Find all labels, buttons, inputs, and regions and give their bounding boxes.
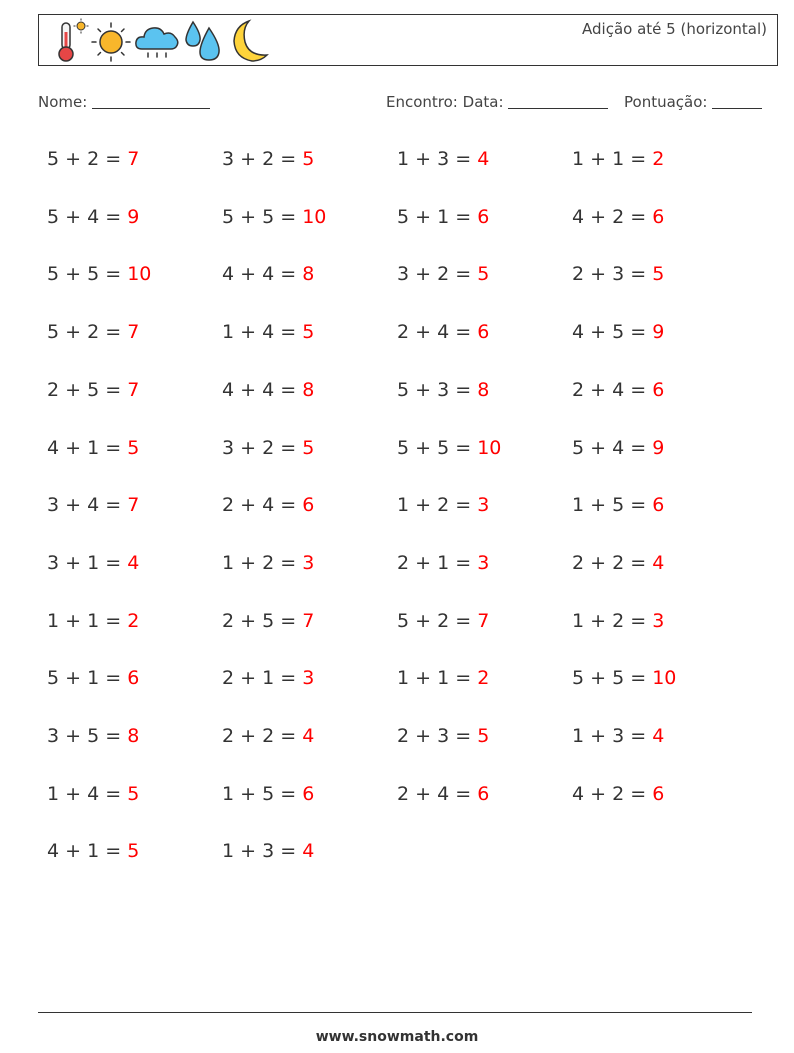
problem-item bbox=[572, 321, 664, 343]
problem-answer: 8 bbox=[477, 378, 490, 401]
problem-item bbox=[222, 263, 314, 285]
moon-icon bbox=[227, 18, 269, 64]
score-label: Pontuação: bbox=[624, 93, 708, 111]
problem-question: 3 + 1 = bbox=[47, 551, 122, 574]
problem-question: 2 + 2 = bbox=[572, 551, 647, 574]
problem-item bbox=[222, 494, 314, 516]
problem-answer: 2 bbox=[652, 148, 665, 170]
problem-question: 3 + 4 = bbox=[47, 494, 122, 517]
problem-question: 4 + 4 = bbox=[222, 263, 297, 286]
problem-answer: 6 bbox=[652, 205, 665, 228]
problem-answer: 2 bbox=[127, 609, 140, 632]
problem-question: 1 + 5 = bbox=[572, 494, 647, 517]
problem-answer: 7 bbox=[127, 321, 140, 344]
problem-answer: 4 bbox=[302, 840, 315, 863]
sun-icon bbox=[91, 18, 131, 64]
problem-answer: 2 bbox=[477, 667, 490, 690]
problem-item bbox=[47, 379, 139, 401]
problem-question: 5 + 1 = bbox=[47, 667, 122, 690]
problem-item bbox=[397, 725, 489, 747]
problem-question: 1 + 1 = bbox=[397, 667, 472, 690]
problem-answer: 6 bbox=[652, 494, 665, 517]
problem-item bbox=[397, 783, 489, 805]
footer-divider bbox=[38, 1012, 752, 1013]
problem-answer: 8 bbox=[302, 263, 315, 286]
problem-question: 5 + 4 = bbox=[572, 436, 647, 459]
problem-question: 2 + 4 = bbox=[397, 782, 472, 805]
problem-item bbox=[572, 206, 664, 228]
problem-item bbox=[222, 610, 314, 632]
problem-answer: 6 bbox=[477, 321, 490, 344]
date-label: Data: bbox=[462, 93, 504, 111]
problem-answer: 5 bbox=[477, 725, 490, 747]
problem-answer: 5 bbox=[302, 436, 315, 459]
problem-item bbox=[47, 321, 139, 343]
problem-question: 5 + 4 = bbox=[47, 205, 122, 228]
problem-question: 4 + 2 = bbox=[572, 205, 647, 228]
problem-answer: 5 bbox=[477, 263, 490, 286]
problem-item bbox=[222, 379, 314, 401]
problem-answer: 8 bbox=[302, 378, 315, 401]
problem-question: 3 + 2 = bbox=[222, 148, 297, 170]
problem-answer: 6 bbox=[127, 667, 140, 690]
problem-answer: 10 bbox=[302, 205, 327, 228]
score-field bbox=[624, 93, 762, 111]
problem-answer: 7 bbox=[127, 378, 140, 401]
problem-item bbox=[47, 667, 139, 689]
problem-item bbox=[222, 148, 314, 170]
problem-answer: 4 bbox=[477, 148, 490, 170]
problem-item bbox=[572, 379, 664, 401]
thermometer-sun-icon bbox=[53, 18, 89, 64]
name-field bbox=[38, 93, 210, 111]
problem-question: 2 + 1 = bbox=[397, 551, 472, 574]
problem-answer: 10 bbox=[477, 436, 502, 459]
problem-item bbox=[572, 263, 664, 285]
problem-item bbox=[572, 783, 664, 805]
problem-answer: 6 bbox=[652, 782, 665, 805]
problem-question: 1 + 5 = bbox=[222, 782, 297, 805]
problem-question: 5 + 5 = bbox=[47, 263, 122, 286]
problem-answer: 5 bbox=[302, 321, 315, 344]
problem-item bbox=[47, 263, 151, 285]
problem-item bbox=[222, 840, 314, 862]
problem-question: 1 + 4 = bbox=[222, 321, 297, 344]
problem-item bbox=[397, 206, 489, 228]
problem-question: 3 + 2 = bbox=[397, 263, 472, 286]
problem-item bbox=[397, 667, 489, 689]
problem-question: 1 + 3 = bbox=[222, 840, 297, 863]
problem-answer: 5 bbox=[302, 148, 315, 170]
problem-question: 1 + 2 = bbox=[397, 494, 472, 517]
problem-answer: 7 bbox=[127, 148, 140, 170]
problem-question: 1 + 4 = bbox=[47, 782, 122, 805]
problem-answer: 10 bbox=[652, 667, 677, 690]
name-label: Nome: bbox=[38, 93, 88, 111]
problem-answer: 4 bbox=[127, 551, 140, 574]
problem-answer: 3 bbox=[302, 667, 315, 690]
problem-answer: 3 bbox=[652, 609, 665, 632]
problem-item bbox=[397, 552, 489, 574]
problem-item bbox=[47, 725, 139, 747]
problem-answer: 4 bbox=[652, 551, 665, 574]
problem-answer: 10 bbox=[127, 263, 152, 286]
problem-question: 5 + 5 = bbox=[222, 205, 297, 228]
problem-question: 2 + 5 = bbox=[47, 378, 122, 401]
problem-item bbox=[47, 610, 139, 632]
problem-answer: 3 bbox=[302, 551, 315, 574]
problem-item bbox=[572, 667, 676, 689]
problem-item bbox=[47, 783, 139, 805]
problem-answer: 7 bbox=[477, 609, 490, 632]
problem-item bbox=[397, 610, 489, 632]
problem-answer: 6 bbox=[302, 494, 315, 517]
problem-question: 5 + 2 = bbox=[47, 321, 122, 344]
problem-item bbox=[572, 494, 664, 516]
problem-question: 2 + 3 = bbox=[397, 725, 472, 747]
problem-item bbox=[47, 840, 139, 862]
date-blank bbox=[508, 108, 608, 109]
problem-question: 1 + 1 = bbox=[47, 609, 122, 632]
problem-question: 2 + 5 = bbox=[222, 609, 297, 632]
problem-question: 1 + 3 = bbox=[397, 148, 472, 170]
problem-answer: 9 bbox=[652, 436, 665, 459]
problem-question: 5 + 2 = bbox=[397, 609, 472, 632]
problem-question: 1 + 2 = bbox=[222, 551, 297, 574]
problem-question: 4 + 2 = bbox=[572, 782, 647, 805]
worksheet-title: Adição até 5 (horizontal) bbox=[582, 20, 767, 38]
problem-question: 5 + 2 = bbox=[47, 148, 122, 170]
problem-question: 1 + 2 = bbox=[572, 609, 647, 632]
problem-answer: 4 bbox=[652, 725, 665, 747]
problem-question: 1 + 1 = bbox=[572, 148, 647, 170]
problem-item bbox=[397, 437, 501, 459]
problem-answer: 5 bbox=[652, 263, 665, 286]
problem-question: 5 + 3 = bbox=[397, 378, 472, 401]
problem-answer: 9 bbox=[127, 205, 140, 228]
problem-answer: 7 bbox=[127, 494, 140, 517]
problem-item bbox=[222, 725, 314, 747]
problem-item bbox=[397, 321, 489, 343]
problem-item bbox=[222, 783, 314, 805]
problem-question: 3 + 5 = bbox=[47, 725, 122, 747]
problem-question: 5 + 1 = bbox=[397, 205, 472, 228]
problem-answer: 3 bbox=[477, 494, 490, 517]
score-blank bbox=[712, 108, 762, 109]
water-drops-icon bbox=[181, 18, 225, 64]
problem-item bbox=[222, 552, 314, 574]
problem-question: 5 + 5 = bbox=[572, 667, 647, 690]
problem-item bbox=[572, 725, 664, 747]
problem-item bbox=[397, 494, 489, 516]
problem-item bbox=[222, 206, 326, 228]
problem-item bbox=[572, 610, 664, 632]
problem-answer: 3 bbox=[477, 551, 490, 574]
problem-question: 2 + 2 = bbox=[222, 725, 297, 747]
problem-answer: 6 bbox=[302, 782, 315, 805]
problem-question: 2 + 3 = bbox=[572, 263, 647, 286]
problem-answer: 8 bbox=[127, 725, 140, 747]
problem-answer: 7 bbox=[302, 609, 315, 632]
problem-question: 1 + 3 = bbox=[572, 725, 647, 747]
name-blank bbox=[92, 108, 210, 109]
meeting-date-field bbox=[386, 93, 608, 111]
problem-answer: 6 bbox=[652, 378, 665, 401]
problem-item bbox=[222, 667, 314, 689]
problem-item bbox=[397, 379, 489, 401]
problem-question: 2 + 4 = bbox=[222, 494, 297, 517]
problem-item bbox=[47, 206, 139, 228]
problem-answer: 6 bbox=[477, 782, 490, 805]
problem-item bbox=[572, 437, 664, 459]
problem-question: 4 + 1 = bbox=[47, 436, 122, 459]
problem-answer: 4 bbox=[302, 725, 315, 747]
problem-item bbox=[222, 437, 314, 459]
problem-answer: 9 bbox=[652, 321, 665, 344]
problem-item bbox=[47, 494, 139, 516]
problem-question: 3 + 2 = bbox=[222, 436, 297, 459]
problem-question: 4 + 1 = bbox=[47, 840, 122, 863]
problem-question: 2 + 4 = bbox=[397, 321, 472, 344]
problem-question: 4 + 5 = bbox=[572, 321, 647, 344]
problem-answer: 6 bbox=[477, 205, 490, 228]
worksheet-header bbox=[38, 14, 778, 66]
meeting-label: Encontro: bbox=[386, 93, 458, 111]
problem-item bbox=[47, 552, 139, 574]
problem-item bbox=[397, 148, 489, 170]
problem-item bbox=[47, 148, 139, 170]
problem-item bbox=[397, 263, 489, 285]
problem-question: 2 + 1 = bbox=[222, 667, 297, 690]
problem-item bbox=[572, 148, 664, 170]
problem-answer: 5 bbox=[127, 436, 140, 459]
problem-question: 2 + 4 = bbox=[572, 378, 647, 401]
problem-answer: 5 bbox=[127, 840, 140, 863]
problem-item bbox=[47, 437, 139, 459]
problem-question: 4 + 4 = bbox=[222, 378, 297, 401]
problem-item bbox=[222, 321, 314, 343]
footer-website: www.snowmath.com bbox=[315, 1029, 479, 1045]
problem-answer: 5 bbox=[127, 782, 140, 805]
problem-item bbox=[572, 552, 664, 574]
problem-question: 5 + 5 = bbox=[397, 436, 472, 459]
rain-cloud-icon bbox=[133, 18, 181, 64]
